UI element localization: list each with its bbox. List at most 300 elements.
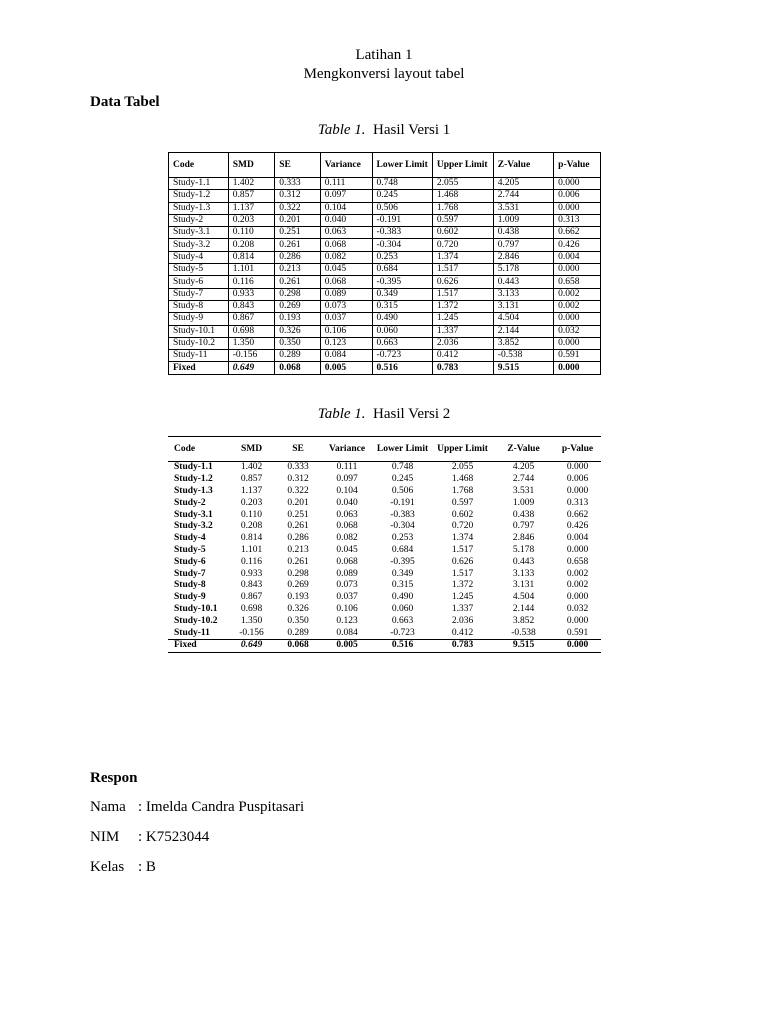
- table-row: [168, 509, 601, 521]
- table-row: [169, 276, 601, 288]
- table-cell: 0.000: [566, 615, 589, 626]
- table-cell: Study-10.2: [174, 615, 218, 626]
- table-cell: -0.723: [372, 350, 432, 362]
- table-cell: 0.097: [320, 190, 372, 202]
- table-cell: 0.289: [275, 350, 321, 362]
- table-cell: 0.245: [391, 474, 414, 485]
- table-cell: 0.333: [287, 462, 309, 473]
- table-cell: 0.193: [275, 313, 321, 325]
- table-cell: 0.082: [336, 533, 358, 544]
- table-cell: 1.768: [451, 485, 474, 496]
- column-header: Lower Limit: [372, 153, 432, 178]
- table-cell: 0.261: [275, 239, 321, 251]
- table-cell: 0.000: [566, 544, 589, 555]
- table-cell: 5.178: [512, 544, 535, 555]
- table-cell: 0.333: [275, 178, 321, 190]
- table-cell: 1.137: [240, 485, 263, 496]
- table-cell: 0.261: [287, 556, 309, 567]
- table-cell: 0.251: [275, 227, 321, 239]
- table-cell: 0.313: [566, 497, 589, 508]
- column-header: Z-Value: [493, 437, 554, 462]
- table-cell: 0.516: [373, 639, 432, 652]
- table-header-row: [169, 153, 601, 178]
- table-cell: 0.037: [320, 313, 372, 325]
- table-row: [169, 239, 601, 251]
- table-cell: 0.208: [240, 521, 263, 532]
- table-cell: -0.191: [372, 214, 432, 226]
- table-cell: 2.036: [451, 615, 474, 626]
- title-line-2: Mengkonversi layout tabel: [303, 66, 465, 82]
- table-cell: 2.846: [512, 533, 535, 544]
- table-cell: 3.133: [512, 568, 535, 579]
- table-cell: Study-1.3: [169, 202, 229, 214]
- table-row: [169, 337, 601, 349]
- column-header: Lower Limit: [373, 437, 432, 462]
- table-cell: 0.591: [566, 627, 589, 638]
- table-cell: -0.383: [390, 509, 415, 520]
- table-cell: 0.322: [275, 202, 321, 214]
- column-header: Upper Limit: [432, 437, 493, 462]
- table-cell: Study-8: [174, 580, 206, 591]
- table-cell: 0.658: [566, 556, 589, 567]
- table-cell: 3.852: [512, 615, 535, 626]
- table-cell: 0.201: [287, 497, 309, 508]
- table-cell: 0.269: [275, 300, 321, 312]
- name-value: : Imelda Candra Puspitasari: [138, 799, 305, 815]
- table-cell: 0.104: [336, 485, 358, 496]
- table-row: [169, 251, 601, 263]
- table-cell: 0.068: [320, 239, 372, 251]
- table-row: [168, 604, 601, 616]
- table-cell: 0.298: [275, 288, 321, 300]
- table-cell: 2.846: [493, 251, 553, 263]
- table-cell: Study-7: [174, 568, 206, 579]
- table-cell: 0.000: [554, 337, 601, 349]
- table-cell: 3.131: [512, 580, 535, 591]
- table-cell: 0.004: [566, 533, 589, 544]
- table-cell: 0.933: [228, 288, 275, 300]
- table-cell: 2.744: [512, 474, 535, 485]
- table-cell: 0.783: [432, 362, 493, 374]
- table-cell: 0.412: [451, 627, 474, 638]
- table-cell: 2.036: [432, 337, 493, 349]
- table-cell: 0.286: [287, 533, 309, 544]
- table-cell: 0.000: [554, 313, 601, 325]
- table-cell: 0.060: [391, 603, 414, 614]
- table-cell: 0.426: [566, 521, 589, 532]
- table-cell: 3.531: [493, 202, 553, 214]
- table-cell: 4.205: [512, 462, 535, 473]
- table-cell: 0.298: [287, 568, 309, 579]
- table-cell: 0.213: [275, 264, 321, 276]
- table-cell: Study-9: [169, 313, 229, 325]
- table-cell: 0.312: [275, 190, 321, 202]
- table-cell: 0.663: [391, 615, 414, 626]
- table-cell: 0.591: [554, 350, 601, 362]
- table-cell: 0.602: [432, 227, 493, 239]
- table-cell: 0.097: [336, 474, 358, 485]
- table-cell: 0.045: [320, 264, 372, 276]
- table-cell: -0.538: [493, 350, 553, 362]
- table-row: [168, 545, 601, 557]
- table-cell: 0.289: [287, 627, 309, 638]
- table-cell: 0.116: [240, 556, 263, 567]
- table-row: [168, 639, 601, 652]
- table-cell: 0.814: [228, 251, 275, 263]
- table-cell: 0.040: [320, 214, 372, 226]
- table-cell: 0.002: [554, 300, 601, 312]
- table-cell: 0.253: [391, 533, 414, 544]
- column-header: Upper Limit: [432, 153, 493, 178]
- table-cell: 0.443: [493, 276, 553, 288]
- table-cell: Study-5: [174, 544, 206, 555]
- table-cell: 0.208: [228, 239, 275, 251]
- table-cell: 0.662: [566, 509, 589, 520]
- table-cell: 0.111: [320, 178, 372, 190]
- table-cell: 0.253: [372, 251, 432, 263]
- table-cell: 2.055: [451, 462, 474, 473]
- table-cell: Study-6: [174, 556, 206, 567]
- table-cell: Study-4: [169, 251, 229, 263]
- column-header: p-Value: [554, 437, 601, 462]
- table-cell: Fixed: [168, 639, 228, 652]
- table-cell: 0.350: [287, 615, 309, 626]
- table-cell: Study-3.1: [169, 227, 229, 239]
- table-cell: -0.304: [372, 239, 432, 251]
- table-cell: 0.626: [451, 556, 474, 567]
- table-cell: 0.506: [391, 485, 414, 496]
- table-cell: 0.004: [554, 251, 601, 263]
- table-cell: 0.698: [240, 603, 263, 614]
- table-cell: 0.104: [320, 202, 372, 214]
- table-cell: -0.395: [372, 276, 432, 288]
- column-header: Code: [169, 153, 229, 178]
- table-cell: 0.814: [240, 533, 263, 544]
- table-row: [169, 214, 601, 226]
- table-cell: 1.468: [451, 474, 474, 485]
- column-header: SMD: [228, 437, 275, 462]
- table-cell: Study-8: [169, 300, 229, 312]
- table-cell: Study-2: [169, 214, 229, 226]
- table-cell: -0.304: [390, 521, 415, 532]
- table-cell: 0.068: [336, 521, 358, 532]
- nim-value: : K7523044: [138, 829, 210, 845]
- table-cell: 0.002: [566, 568, 589, 579]
- table-cell: 0.720: [432, 239, 493, 251]
- table-cell: 0.068: [275, 639, 321, 652]
- table-cell: 0.251: [287, 509, 309, 520]
- nim-label: NIM: [90, 829, 120, 845]
- table-cell: 1.374: [432, 251, 493, 263]
- table-cell: 0.649: [228, 639, 275, 652]
- table-header-row: [168, 437, 601, 462]
- table-row: [169, 264, 601, 276]
- table-cell: Study-7: [169, 288, 229, 300]
- table-row: [168, 462, 601, 474]
- column-header: Variance: [320, 153, 372, 178]
- table-cell: Study-1.3: [174, 485, 213, 496]
- table-cell: 0.684: [372, 264, 432, 276]
- table-cell: Study-9: [174, 592, 206, 603]
- table-cell: 1.137: [228, 202, 275, 214]
- column-header: SE: [275, 437, 321, 462]
- table2-caption-text: Hasil Versi 2: [373, 406, 451, 422]
- table-cell: 0.597: [432, 214, 493, 226]
- table-row: [168, 615, 601, 627]
- table-cell: 0.261: [275, 276, 321, 288]
- table-cell: 1.350: [228, 337, 275, 349]
- table-cell: 1.517: [451, 568, 474, 579]
- table-row: [169, 300, 601, 312]
- response-class-line: [90, 859, 156, 876]
- table-cell: 0.720: [451, 521, 474, 532]
- table-cell: 1.468: [432, 190, 493, 202]
- table-cell: -0.191: [390, 497, 415, 508]
- table-cell: Study-1.2: [174, 474, 213, 485]
- table-cell: 0.412: [432, 350, 493, 362]
- table-cell: 1.245: [432, 313, 493, 325]
- table-cell: 1.350: [240, 615, 263, 626]
- class-value: : B: [138, 859, 156, 875]
- table-cell: 0.315: [372, 300, 432, 312]
- data-table-heading: Data Tabel: [90, 94, 160, 110]
- table-cell: 0.000: [554, 202, 601, 214]
- table-cell: 0.063: [336, 509, 358, 520]
- table-cell: 0.867: [228, 313, 275, 325]
- table-cell: 0.005: [321, 639, 373, 652]
- table2-caption-label: Table 1.: [317, 406, 366, 422]
- table-cell: 0.116: [228, 276, 275, 288]
- table-cell: 0.073: [320, 300, 372, 312]
- table-cell: 0.698: [228, 325, 275, 337]
- table-cell: 1.337: [451, 603, 474, 614]
- table-cell: 1.517: [451, 544, 474, 555]
- table-row: [169, 362, 601, 374]
- response-nim-line: [90, 829, 209, 846]
- table-cell: 1.372: [451, 580, 474, 591]
- table-cell: 0.000: [554, 639, 601, 652]
- table-row: [169, 350, 601, 362]
- table-cell: Study-3.1: [174, 509, 213, 520]
- table-cell: 0.106: [336, 603, 358, 614]
- table-cell: 0.349: [391, 568, 414, 579]
- table-cell: 0.123: [320, 337, 372, 349]
- table-cell: Study-6: [169, 276, 229, 288]
- table-cell: 0.000: [554, 178, 601, 190]
- response-heading: Respon: [90, 770, 138, 786]
- table-cell: 5.178: [493, 264, 553, 276]
- table-cell: 1.768: [432, 202, 493, 214]
- table-cell: Study-1.1: [174, 462, 213, 473]
- table-cell: 0.073: [336, 580, 358, 591]
- table-cell: 0.843: [240, 580, 263, 591]
- table-cell: 0.089: [320, 288, 372, 300]
- table-cell: 0.748: [372, 178, 432, 190]
- table-cell: 0.490: [391, 592, 414, 603]
- table-row: [168, 533, 601, 545]
- table1-caption-text: Hasil Versi 1: [373, 122, 451, 138]
- table-cell: 0.261: [287, 521, 309, 532]
- table-row: [168, 521, 601, 533]
- table-cell: 0.213: [287, 544, 309, 555]
- table-cell: 0.506: [372, 202, 432, 214]
- table-cell: 0.322: [287, 485, 309, 496]
- table-row: [168, 568, 601, 580]
- table-cell: 0.000: [566, 485, 589, 496]
- table-cell: Study-1.1: [169, 178, 229, 190]
- table-cell: Study-11: [174, 627, 210, 638]
- table-cell: -0.156: [239, 627, 264, 638]
- table-cell: 1.101: [240, 544, 263, 555]
- table-row: [169, 288, 601, 300]
- table-cell: 0.626: [432, 276, 493, 288]
- table-cell: 0.684: [391, 544, 414, 555]
- table1-caption: [0, 122, 768, 139]
- table-cell: Study-10.2: [169, 337, 229, 349]
- column-header: SMD: [228, 153, 275, 178]
- table-row: [168, 486, 601, 498]
- table-row: [168, 556, 601, 568]
- table-cell: 0.045: [336, 544, 358, 555]
- table-cell: 0.663: [372, 337, 432, 349]
- table-row: [169, 178, 601, 190]
- table-cell: -0.395: [390, 556, 415, 567]
- table-cell: Study-2: [174, 497, 206, 508]
- table-cell: 0.490: [372, 313, 432, 325]
- table-cell: 0.857: [228, 190, 275, 202]
- table-cell: 0.006: [566, 474, 589, 485]
- table-cell: 0.084: [336, 627, 358, 638]
- table-cell: 0.649: [228, 362, 275, 374]
- table-cell: Study-3.2: [174, 521, 213, 532]
- table-cell: 0.658: [554, 276, 601, 288]
- table-cell: 0.748: [391, 462, 414, 473]
- table-cell: 0.000: [554, 264, 601, 276]
- table-cell: Fixed: [169, 362, 229, 374]
- table-cell: 1.402: [240, 462, 263, 473]
- table-row: [169, 313, 601, 325]
- table-cell: 0.068: [336, 556, 358, 567]
- table-cell: 0.040: [336, 497, 358, 508]
- table-cell: 0.002: [554, 288, 601, 300]
- table-cell: 0.857: [240, 474, 263, 485]
- table-cell: 0.032: [566, 603, 589, 614]
- table-cell: 3.531: [512, 485, 535, 496]
- table-row: [169, 190, 601, 202]
- column-header: Variance: [321, 437, 373, 462]
- table-cell: Study-11: [169, 350, 229, 362]
- table-cell: 1.517: [432, 264, 493, 276]
- column-header: Z-Value: [493, 153, 553, 178]
- table-cell: 0.110: [240, 509, 263, 520]
- column-header: Code: [168, 437, 228, 462]
- table-cell: Study-5: [169, 264, 229, 276]
- table-cell: 3.131: [493, 300, 553, 312]
- table-cell: 1.009: [493, 214, 553, 226]
- table-cell: 1.517: [432, 288, 493, 300]
- table-cell: 9.515: [493, 639, 554, 652]
- table-cell: Study-10.1: [174, 603, 218, 614]
- table-cell: 0.000: [566, 462, 589, 473]
- table1-caption-label: Table 1.: [317, 122, 366, 138]
- table-cell: 3.133: [493, 288, 553, 300]
- page-title: [0, 46, 768, 84]
- table-cell: 0.797: [512, 521, 535, 532]
- table-cell: 0.002: [566, 580, 589, 591]
- table-cell: -0.723: [390, 627, 415, 638]
- table-cell: 0.106: [320, 325, 372, 337]
- table-cell: Study-3.2: [169, 239, 229, 251]
- table-cell: 4.504: [512, 592, 535, 603]
- title-line-1: Latihan 1: [355, 47, 413, 63]
- table-cell: 2.144: [512, 603, 535, 614]
- table-cell: 0.597: [451, 497, 474, 508]
- table-cell: 0.443: [512, 556, 535, 567]
- table-cell: 0.084: [320, 350, 372, 362]
- table-cell: 1.402: [228, 178, 275, 190]
- table-row: [168, 497, 601, 509]
- table-cell: 0.426: [554, 239, 601, 251]
- table-cell: 0.516: [372, 362, 432, 374]
- table-cell: 0.037: [336, 592, 358, 603]
- table-cell: Study-1.2: [169, 190, 229, 202]
- table-cell: 0.315: [391, 580, 414, 591]
- table-cell: 1.101: [228, 264, 275, 276]
- table-cell: 2.055: [432, 178, 493, 190]
- table-cell: 4.504: [493, 313, 553, 325]
- table-cell: 0.193: [287, 592, 309, 603]
- table-cell: 0.068: [320, 276, 372, 288]
- table-cell: -0.156: [228, 350, 275, 362]
- table-cell: 2.744: [493, 190, 553, 202]
- table-cell: 0.312: [287, 474, 309, 485]
- table-cell: 0.286: [275, 251, 321, 263]
- table-cell: 0.006: [554, 190, 601, 202]
- table-cell: 0.060: [372, 325, 432, 337]
- table-cell: 0.662: [554, 227, 601, 239]
- table-cell: 0.123: [336, 615, 358, 626]
- table-cell: 4.205: [493, 178, 553, 190]
- table-cell: 0.203: [240, 497, 263, 508]
- table-cell: 2.144: [493, 325, 553, 337]
- table-cell: 9.515: [493, 362, 553, 374]
- table-cell: 0.203: [228, 214, 275, 226]
- table-cell: 0.201: [275, 214, 321, 226]
- table-cell: 0.000: [554, 362, 601, 374]
- table-cell: 0.602: [451, 509, 474, 520]
- table2-caption: [0, 406, 768, 423]
- table-cell: 1.372: [432, 300, 493, 312]
- response-name-line: [90, 799, 304, 816]
- results-table-version-1: [168, 152, 601, 375]
- table-cell: Study-10.1: [169, 325, 229, 337]
- table-cell: 0.063: [320, 227, 372, 239]
- table-row: [168, 474, 601, 486]
- table-cell: 1.374: [451, 533, 474, 544]
- table-cell: 1.337: [432, 325, 493, 337]
- table-row: [168, 580, 601, 592]
- table-cell: -0.538: [511, 627, 536, 638]
- class-label: Kelas: [90, 859, 125, 875]
- table-cell: 0.326: [275, 325, 321, 337]
- table-cell: 0.111: [336, 462, 358, 473]
- table-cell: 0.068: [275, 362, 321, 374]
- name-label: Nama: [90, 799, 126, 815]
- table-cell: 0.000: [566, 592, 589, 603]
- table-cell: 0.032: [554, 325, 601, 337]
- column-header: SE: [275, 153, 321, 178]
- table-cell: 0.326: [287, 603, 309, 614]
